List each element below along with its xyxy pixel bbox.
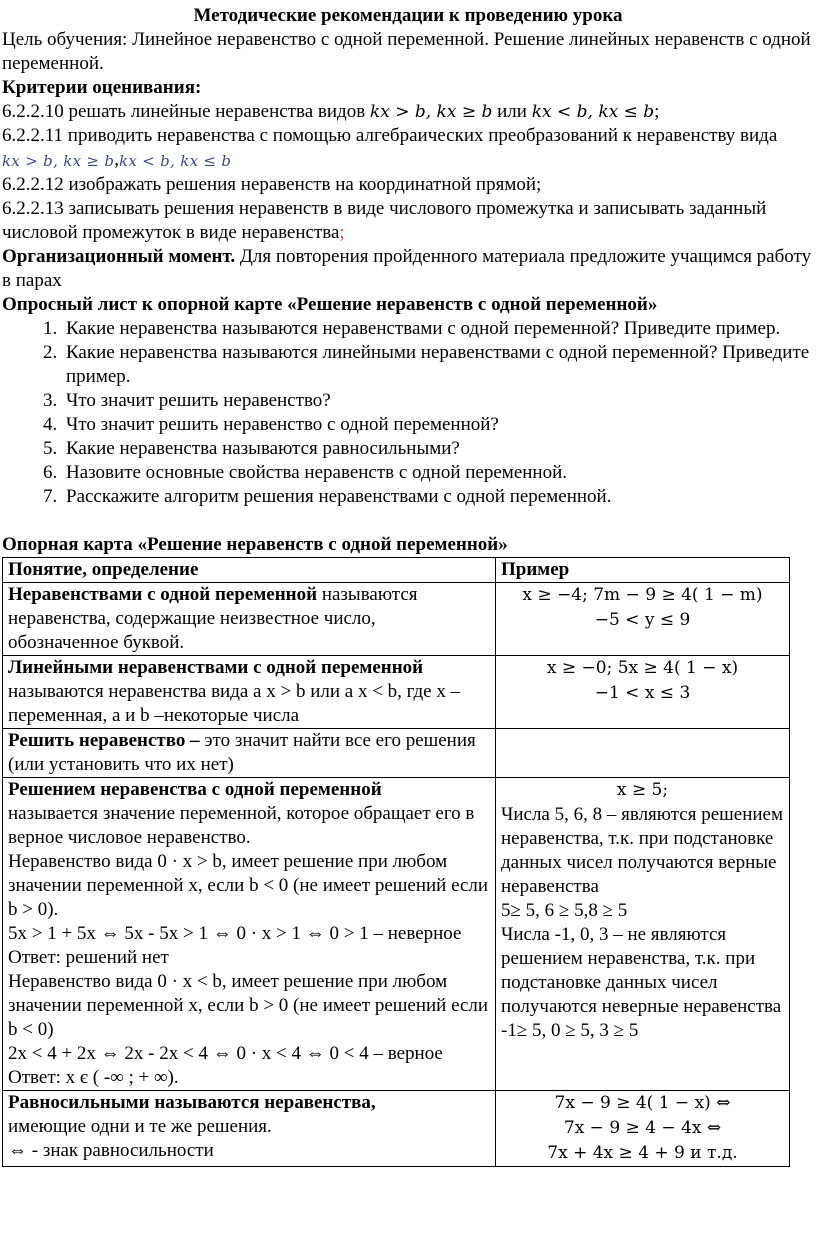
example-cell: x ≥ −0; 5x ≥ 4( 1 − x) −1 < x ≤ 3 <box>496 655 790 728</box>
org-moment: Организационный момент. Для повторения пройденного материала предложите учащимся работу в парах <box>2 245 812 291</box>
definition-cell: Равносильными называются неравенства, имеющие одни и те же решения. ⇔ - знак равносильности <box>3 1090 496 1166</box>
list-item: 4. Что значит решить неравенство с одной переменной? <box>62 413 816 437</box>
criterion-1: 6.2.2.10 решать линейные неравенства видов kx > b, kx ≥ b или kx < b, kx ≤ b; <box>2 101 660 122</box>
criterion-2: 6.2.2.11 приводить неравенства с помощью алгебраических преобразований к неравенству вида kx > b, kx ≥ b,kx < b, kx ≤ b <box>2 124 816 173</box>
list-item: 2. Какие неравенства называются линейными неравенствами с одной переменной? Приведите пример. <box>62 341 816 389</box>
criteria-heading: Критерии оценивания: <box>2 77 202 98</box>
document-page <box>0 4 816 1167</box>
example-cell: 7x − 9 ≥ 4( 1 − x) ⇔ 7x − 9 ≥ 4 − 4x ⇔ 7x + 4x ≥ 4 + 9 и т.д. <box>496 1090 790 1166</box>
goal-text: Цель обучения: Линейное неравенство с одной переменной. Решение линейных неравенств с одной переменной. <box>2 29 811 74</box>
list-item: 3. Что значит решить неравенство? <box>62 389 816 413</box>
list-item: 5. Какие неравенства называются равносильными? <box>62 437 816 461</box>
list-item: 7. Расскажите алгоритм решения неравенствами с одной переменной. <box>62 485 816 509</box>
column-header: Пример <box>496 557 790 582</box>
example-cell: x ≥ −4; 7m − 9 ≥ 4( 1 − m) −5 < y ≤ 9 <box>496 582 790 655</box>
page-title: Методические рекомендации к проведению урока <box>193 5 623 26</box>
formula-image: kx < b, kx ≤ b <box>119 151 232 170</box>
criterion-4: 6.2.2.13 записывать решения неравенств в виде числового промежутка и записывать заданный числовой промежуток в виде неравенства; <box>2 197 767 243</box>
table-header-row <box>3 557 790 582</box>
table-row <box>3 582 790 655</box>
example-cell <box>496 728 790 777</box>
formula-image: kx > b, kx ≥ b <box>2 151 115 170</box>
table-row <box>3 1090 790 1166</box>
question-list <box>0 317 816 509</box>
definition-cell: Линейными неравенствами с одной переменной называются неравенства вида a x > b или a x < b, где x –переменная, a и b –некоторые числа <box>3 655 496 728</box>
example-cell: x ≥ 5; Числа 5, 6, 8 – являются решением неравенства, т.к. при подстановке данных чисел получаются верные неравенства 5≥ 5, 6 ≥ 5,8 ≥ 5 Числа -1, 0, 3 – не являются решением неравенства, т.к. при подстановке данных чисел получаются неверные неравенства -1≥ 5, 0 ≥ 5, 3 ≥ 5 <box>496 777 790 1090</box>
definition-cell: Решить неравенство – это значит найти все его решения (или установить что их нет) <box>3 728 496 777</box>
criterion-3: 6.2.2.12 изображать решения неравенств на координатной прямой; <box>2 173 542 195</box>
card-title: Опорная карта «Решение неравенств с одной переменной» <box>2 533 508 555</box>
column-header: Понятие, определение <box>3 557 496 582</box>
reference-card-table <box>2 557 790 1167</box>
table-row <box>3 777 790 1090</box>
table-row <box>3 655 790 728</box>
definition-cell: Неравенствами с одной переменной называются неравенства, содержащие неизвестное число, обозначенное буквой. <box>3 582 496 655</box>
survey-heading: Опросный лист к опорной карте «Решение неравенств с одной переменной» <box>2 293 658 315</box>
list-item: 6. Назовите основные свойства неравенств с одной переменной. <box>62 461 816 485</box>
list-item: 1. Какие неравенства называются неравенствами с одной переменной? Приведите пример. <box>62 317 816 341</box>
table-row <box>3 728 790 777</box>
definition-cell: Решением неравенства с одной переменной называется значение переменной, которое обращает его в верное числовое неравенство. Неравенство вида 0 · x > b, имеет решение при любом значении переменной x, если b < 0 (не имеет решений если b > 0). 5x > 1 + 5x ⇔ 5x - 5x > 1 ⇔ 0 · x > 1 ⇔ 0 > 1 – неверное Ответ: решений нет Неравенство вида 0 · x < b, имеет решение при любом значении переменной x, если b > 0 (не имеет решений если b < 0) 2x < 4 + 2x ⇔ 2x - 2x < 4 ⇔ 0 · x < 4 ⇔ 0 < 4 – верное Ответ: x є ( -∞ ; + ∞). <box>3 777 496 1090</box>
